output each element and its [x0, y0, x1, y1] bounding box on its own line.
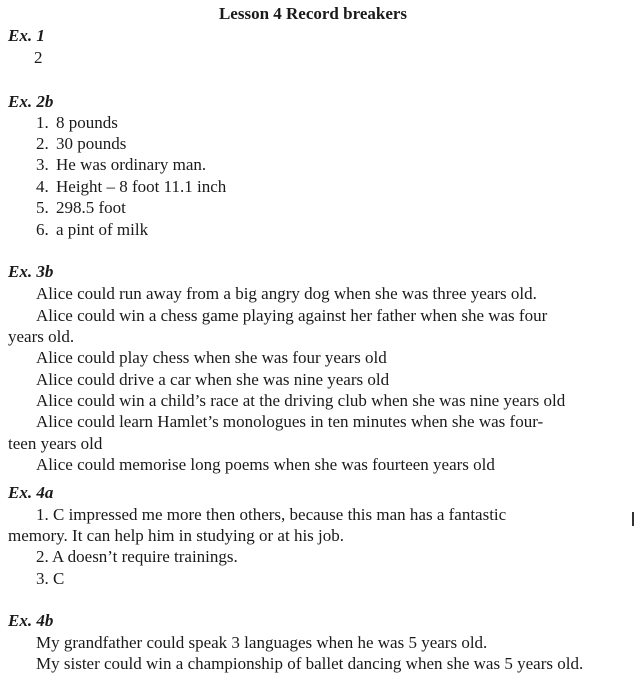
ex3b-line: Alice could win a chess game playing against her father when she was four — [36, 306, 548, 325]
ex2b-heading: Ex. 2b — [8, 92, 54, 111]
list-item-number: 6. — [36, 220, 49, 239]
list-item — [36, 220, 148, 240]
ex3b-heading: Ex. 3b — [8, 262, 54, 281]
list-item-number: 3. — [36, 155, 49, 174]
ex3b-line: Alice could memorise long poems when she was fourteen years old — [36, 455, 495, 474]
ex3b-line: Alice could run away from a big angry dog when she was three years old. — [36, 284, 537, 303]
list-item — [36, 113, 118, 133]
list-item-number: 2. — [36, 134, 49, 153]
ex1-heading: Ex. 1 — [8, 26, 45, 45]
ex3b-line: years old. — [8, 327, 75, 346]
page-edge-mark — [632, 512, 634, 526]
ex3b-line: Alice could learn Hamlet’s monologues in ten minutes when she was four- — [36, 412, 544, 431]
ex4b-heading: Ex. 4b — [8, 611, 54, 630]
ex4a-line: 2. A doesn’t require trainings. — [36, 547, 238, 566]
list-item-text: 8 pounds — [56, 113, 118, 132]
ex3b-line: Alice could play chess when she was four years old — [36, 348, 387, 367]
ex4a-heading: Ex. 4a — [8, 483, 54, 502]
ex4a-line: memory. It can help him in studying or at his job. — [8, 526, 345, 545]
list-item — [36, 177, 226, 197]
list-item — [36, 134, 126, 154]
list-item-number: 5. — [36, 198, 49, 217]
ex3b-line: Alice could win a child’s race at the driving club when she was nine years old — [36, 391, 566, 410]
ex1-answer: 2 — [34, 48, 43, 67]
ex4b-line: My grandfather could speak 3 languages when he was 5 years old. — [36, 633, 488, 652]
ex4a-line: 3. C — [36, 569, 65, 588]
list-item-number: 1. — [36, 113, 49, 132]
list-item-text: a pint of milk — [56, 220, 149, 239]
ex3b-line: Alice could drive a car when she was nine years old — [36, 370, 390, 389]
list-item-text: Height – 8 foot 11.1 inch — [56, 177, 227, 196]
list-item — [36, 198, 126, 218]
ex4a-line: 1. C impressed me more then others, because this man has a fantastic — [36, 505, 507, 524]
list-item-number: 4. — [36, 177, 49, 196]
list-item-text: 30 pounds — [56, 134, 127, 153]
ex3b-line: teen years old — [8, 434, 103, 453]
list-item-text: 298.5 foot — [56, 198, 126, 217]
page-title: Lesson 4 Record breakers — [218, 4, 408, 23]
ex4b-line: My sister could win a championship of ballet dancing when she was 5 years old. — [36, 654, 584, 673]
list-item-text: He was ordinary man. — [56, 155, 207, 174]
list-item — [36, 155, 206, 175]
